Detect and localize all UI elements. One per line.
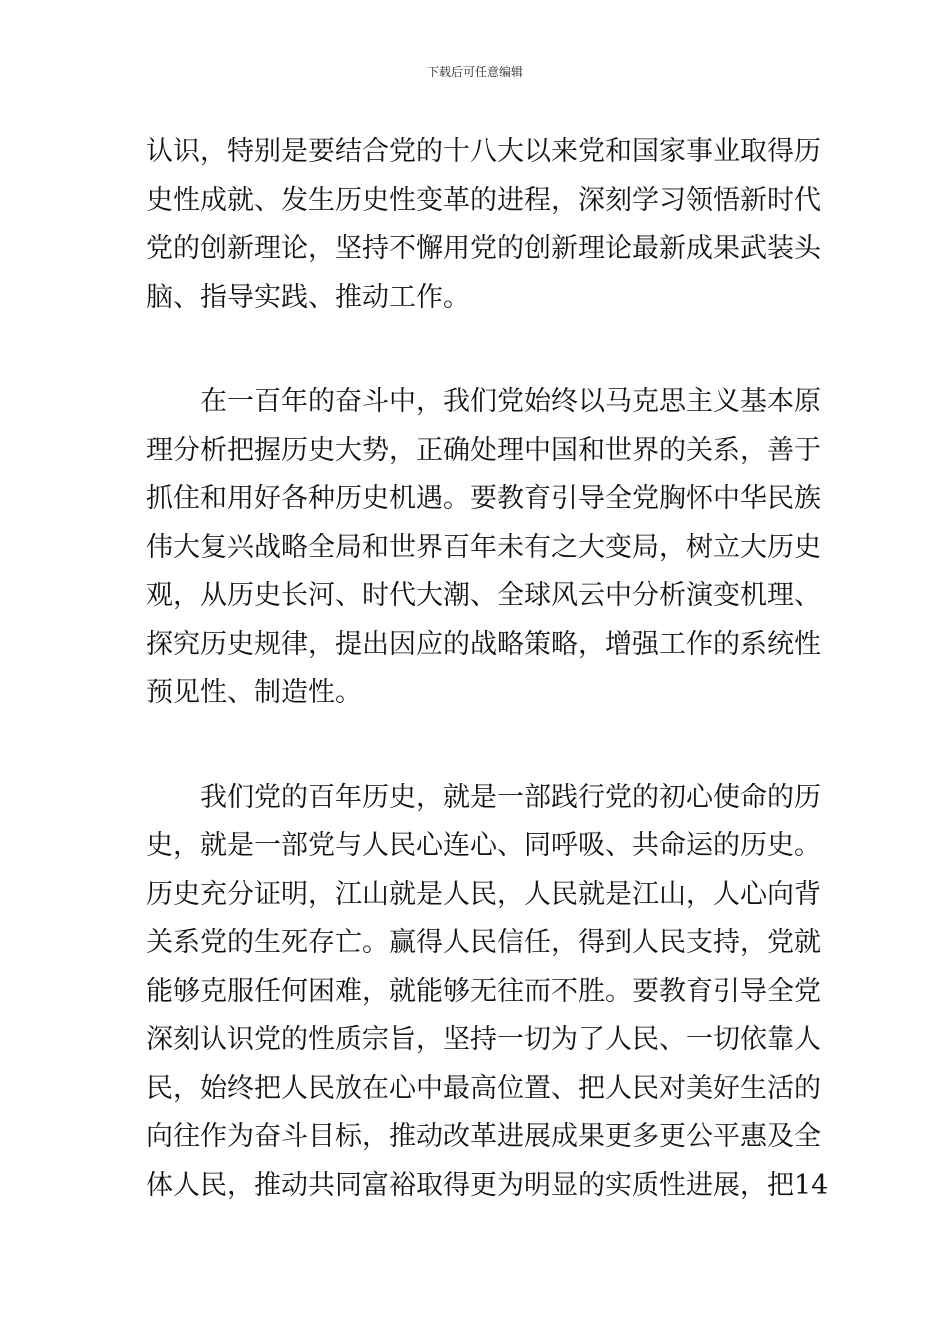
text-line: 体人民，推动共同富裕取得更为明显的实质性进展，把14: [146, 1169, 829, 1201]
text-line: 伟大复兴战略全局和世界百年未有之大变局，树立大历史: [146, 531, 821, 563]
text-line: 预见性、制造性。: [146, 677, 362, 708]
text-line: 关系党的生死存亡。赢得人民信任，得到人民支持，党就: [146, 927, 821, 958]
text-line: 历史充分证明，江山就是人民，人民就是江山，人心向背: [146, 878, 821, 910]
text-line: 观，从历史长河、时代大潮、全球风云中分析演变机理、: [146, 580, 821, 611]
text-line: 深刻认识党的性质宗旨，坚持一切为了人民、一切依靠人: [146, 1024, 821, 1055]
paragraph-gap: [146, 322, 811, 378]
paragraph-2: [146, 378, 821, 718]
text-line: 党的创新理论，坚持不懈用党的创新理论最新成果武装头: [146, 233, 821, 264]
text-line: 探究历史规律，提出因应的战略策略，增强工作的系统性: [146, 628, 821, 660]
paragraph-gap: [146, 718, 811, 774]
text-line: 能够克服任何困难，就能够无往而不胜。要教育引导全党: [146, 975, 821, 1007]
text-line: 史，就是一部党与人民心连心、同呼吸、共命运的历史。: [146, 830, 821, 861]
text-line: 民，始终把人民放在心中最高位置、把人民对美好生活的: [146, 1072, 821, 1104]
paragraph-3: [146, 774, 829, 1211]
text-line: 抓住和用好各种历史机遇。要教育引导全党胸怀中华民族: [146, 483, 821, 514]
paragraph-1: [146, 128, 821, 322]
text-line: 我们党的百年历史，就是一部践行党的初心使命的历: [200, 781, 821, 813]
text-line: 史性成就、发生历史性变革的进程，深刻学习领悟新时代: [146, 184, 821, 216]
text-line: 向往作为奋斗目标，推动改革进展成果更多更公平惠及全: [146, 1121, 821, 1152]
text-line: 理分析把握历史大势，正确处理中国和世界的关系，善于: [146, 434, 821, 466]
page-header: 下载后可任意编辑: [426, 65, 523, 79]
text-line: 在一百年的奋斗中，我们党始终以马克思主义基本原: [200, 386, 821, 417]
text-line: 认识，特别是要结合党的十八大以来党和国家事业取得历: [146, 136, 821, 167]
document-body: [146, 128, 829, 1210]
text-line: 脑、指导实践、推动工作。: [146, 281, 470, 313]
